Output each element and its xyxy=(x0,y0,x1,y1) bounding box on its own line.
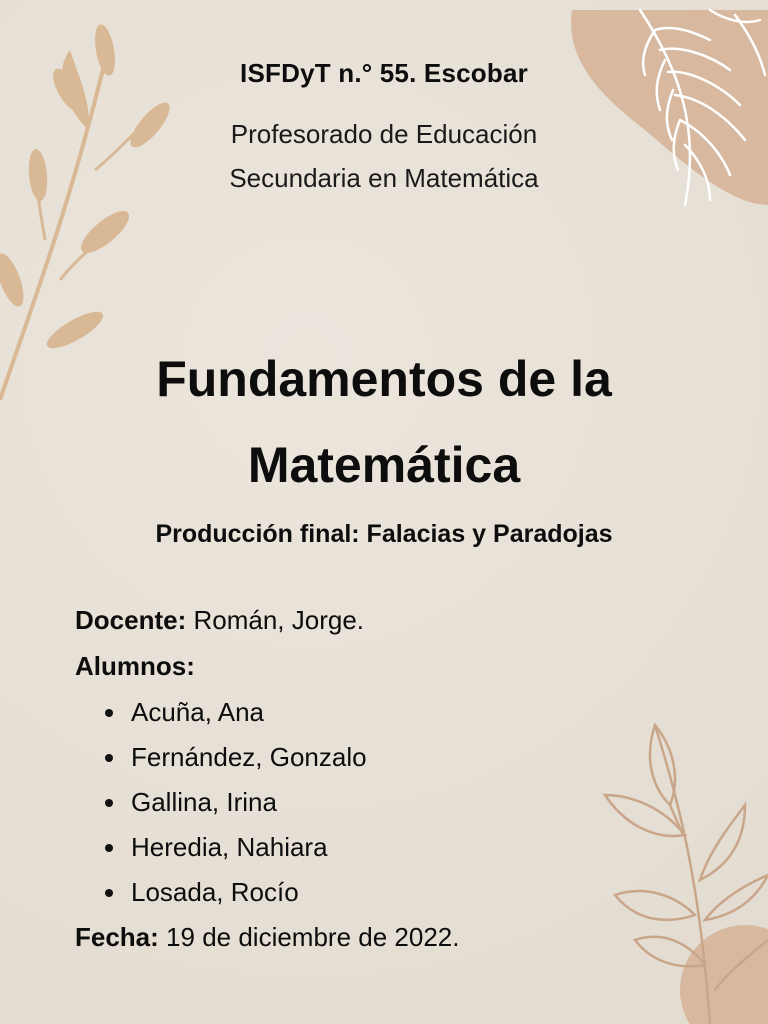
document-details xyxy=(75,600,715,963)
list-item: Losada, Rocío xyxy=(103,872,715,917)
title-line-2: Matemática xyxy=(247,437,521,493)
list-item: Fernández, Gonzalo xyxy=(103,737,715,782)
date-value: 19 de diciembre de 2022. xyxy=(166,922,460,952)
list-item: Gallina, Irina xyxy=(103,782,715,827)
list-item: Acuña, Ana xyxy=(103,692,715,737)
teacher-row xyxy=(75,600,715,646)
date-label: Fecha: xyxy=(75,922,159,952)
program-line-1: Profesorado de Educación xyxy=(230,119,538,149)
title-line-1: Fundamentos de la xyxy=(156,351,612,407)
date-row xyxy=(75,917,715,963)
document-title xyxy=(0,336,768,508)
program-name xyxy=(0,112,768,200)
teacher-label: Docente: xyxy=(75,605,187,635)
teacher-name: Román, Jorge. xyxy=(193,605,365,635)
program-line-2: Secundaria en Matemática xyxy=(229,163,539,193)
students-row xyxy=(75,646,715,692)
students-label: Alumnos: xyxy=(75,651,195,681)
list-item: Heredia, Nahiara xyxy=(103,827,715,872)
students-list xyxy=(75,692,715,917)
document-subtitle: Producción final: Falacias y Paradojas xyxy=(155,520,613,548)
institution-name: ISFDyT n.° 55. Escobar xyxy=(240,58,528,88)
